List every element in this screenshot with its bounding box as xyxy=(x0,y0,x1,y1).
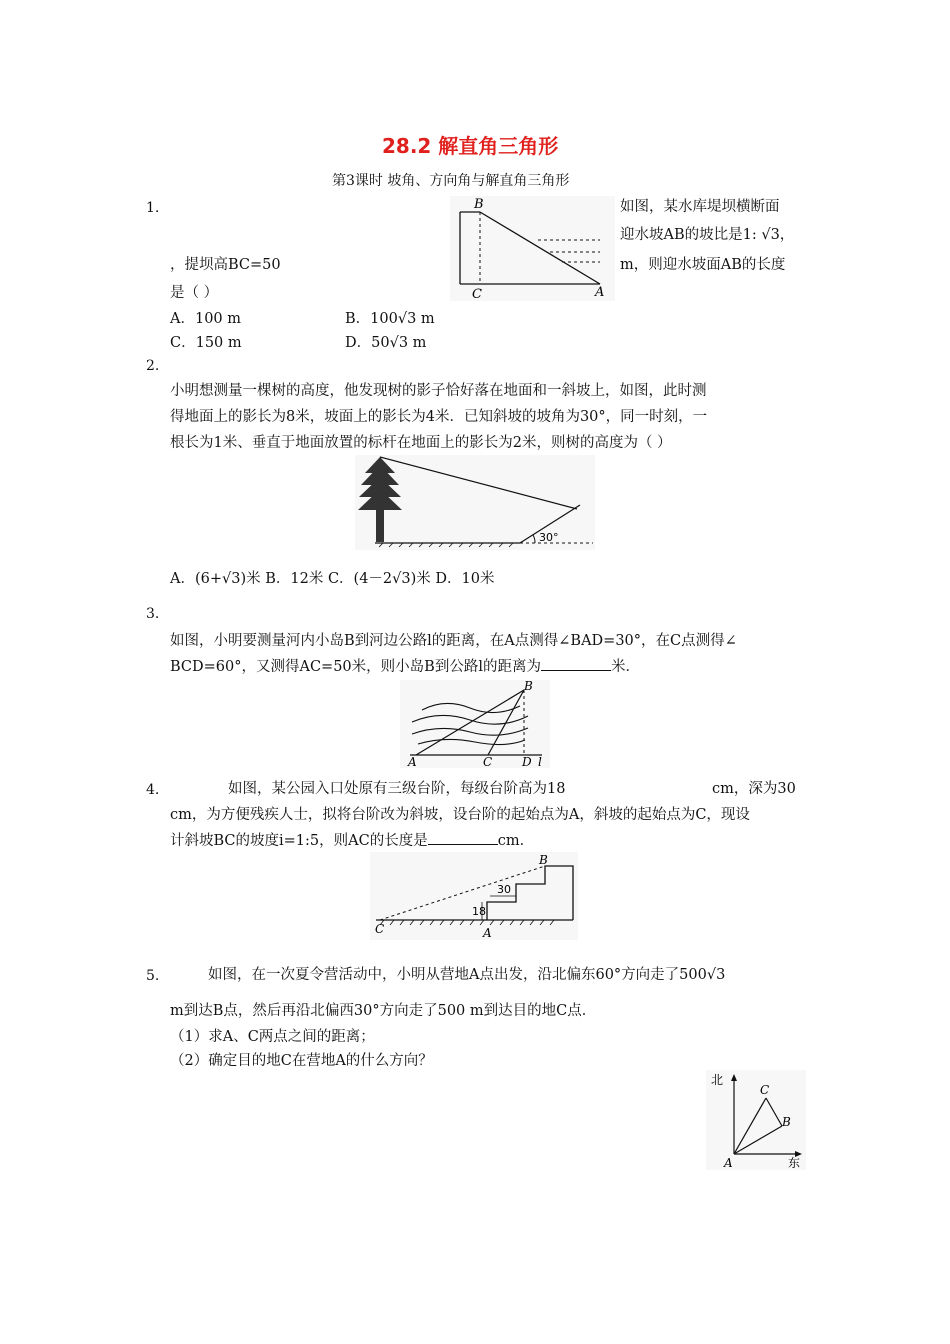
label-b: B xyxy=(539,853,548,867)
tree-trunk xyxy=(376,510,384,542)
label-c: C xyxy=(472,287,482,301)
label-a: A xyxy=(483,926,492,940)
q3-line2a: BCD=60°，又测得AC=50米，则小岛B到公路l的距离为 xyxy=(170,659,541,675)
q4-line2: cm，为方便残疾人士，拟将台阶改为斜坡，设台阶的起始点为A，斜坡的起始点为C，现设 xyxy=(170,807,750,823)
q4-line3a: 计斜坡BC的坡度i=1:5，则AC的长度是 xyxy=(170,833,428,849)
q2-line1: 小明想测量一棵树的高度，他发现树的影子恰好落在地面和一斜坡上，如图，此时测 xyxy=(170,383,707,399)
q1-option-c: C．150 m xyxy=(170,335,242,351)
q5-number: 5. xyxy=(146,968,160,984)
q1-number: 1. xyxy=(146,200,160,216)
q2-line2: 得地面上的影长为8米，坡面上的影长为4米．已知斜坡的坡角为30°，同一时刻，一 xyxy=(170,409,708,425)
q5-direction-figure xyxy=(706,1070,806,1170)
label-c: C xyxy=(760,1083,770,1097)
q2-options: A．(6+√3)米 B．12米 C．(4－2√3)米 D．10米 xyxy=(170,571,495,587)
north-label: 北 xyxy=(711,1073,724,1087)
q4-line1b: cm，深为30 xyxy=(712,781,796,797)
answer-blank[interactable] xyxy=(428,830,498,845)
label-a: A xyxy=(408,755,417,768)
q1-dam-figure xyxy=(450,196,615,301)
east-label: 东 xyxy=(788,1156,801,1170)
q1-line3a: ，提坝高BC=50 xyxy=(170,257,281,273)
q3-river-figure xyxy=(400,680,550,768)
q4-steps-figure xyxy=(370,852,578,940)
q4-line3b: cm． xyxy=(497,833,535,849)
q5-line2: m到达B点，然后再沿北偏西30°方向走了500 m到达目的地C点． xyxy=(170,1003,597,1019)
q2-line3: 根长为1米、垂直于地面放置的标杆在地面上的影长为2米，则树的高度为（ ） xyxy=(170,435,672,451)
q1-line4: 是（ ） xyxy=(170,285,219,301)
label-a: A xyxy=(595,285,605,300)
label-l: l xyxy=(538,755,542,768)
q2-tree-figure xyxy=(355,455,595,550)
q1-line2: 迎水坡AB的坡比是1: √3， xyxy=(620,227,795,243)
answer-blank[interactable] xyxy=(541,656,611,671)
q1-line1: 如图，某水库堤坝横断面 xyxy=(620,199,780,215)
label-c: C xyxy=(375,922,385,936)
depth-label: 30 xyxy=(497,883,511,896)
page-title: 28.2 解直角三角形 xyxy=(382,134,559,158)
label-a: A xyxy=(724,1156,733,1170)
q1-option-a: A．100 m xyxy=(170,311,242,327)
q1-line3b: m，则迎水坡面AB的长度 xyxy=(620,257,786,273)
q1-option-d: D．50√3 m xyxy=(345,335,427,351)
q3-number: 3. xyxy=(146,606,160,622)
q3-line1: 如图，小明要测量河内小岛B到河边公路l的距离，在A点测得∠BAD=30°，在C点测得∠ xyxy=(170,633,737,649)
label-b: B xyxy=(474,197,484,212)
q4-line1a: 如图，某公园入口处原有三级台阶，每级台阶高为18 xyxy=(228,781,566,797)
q5-part1: （1）求A、C两点之间的距离； xyxy=(170,1029,375,1045)
q5-part2: （2）确定目的地C在营地A的什么方向？ xyxy=(170,1053,433,1069)
q4-number: 4. xyxy=(146,782,160,798)
label-d: D xyxy=(522,755,532,768)
label-c: C xyxy=(483,755,493,768)
q5-line1: 如图，在一次夏令营活动中，小明从营地A点出发，沿北偏东60°方向走了500√3 xyxy=(208,967,726,983)
q2-number: 2. xyxy=(146,358,160,374)
page-subtitle: 第3课时 坡角、方向角与解直角三角形 xyxy=(332,173,570,189)
q3-line2b: 米． xyxy=(610,659,640,675)
q1-option-b: B．100√3 m xyxy=(345,311,435,327)
angle-label: 30° xyxy=(539,531,559,544)
height-label: 18 xyxy=(472,905,486,918)
label-b: B xyxy=(782,1115,791,1129)
label-b: B xyxy=(524,680,533,693)
